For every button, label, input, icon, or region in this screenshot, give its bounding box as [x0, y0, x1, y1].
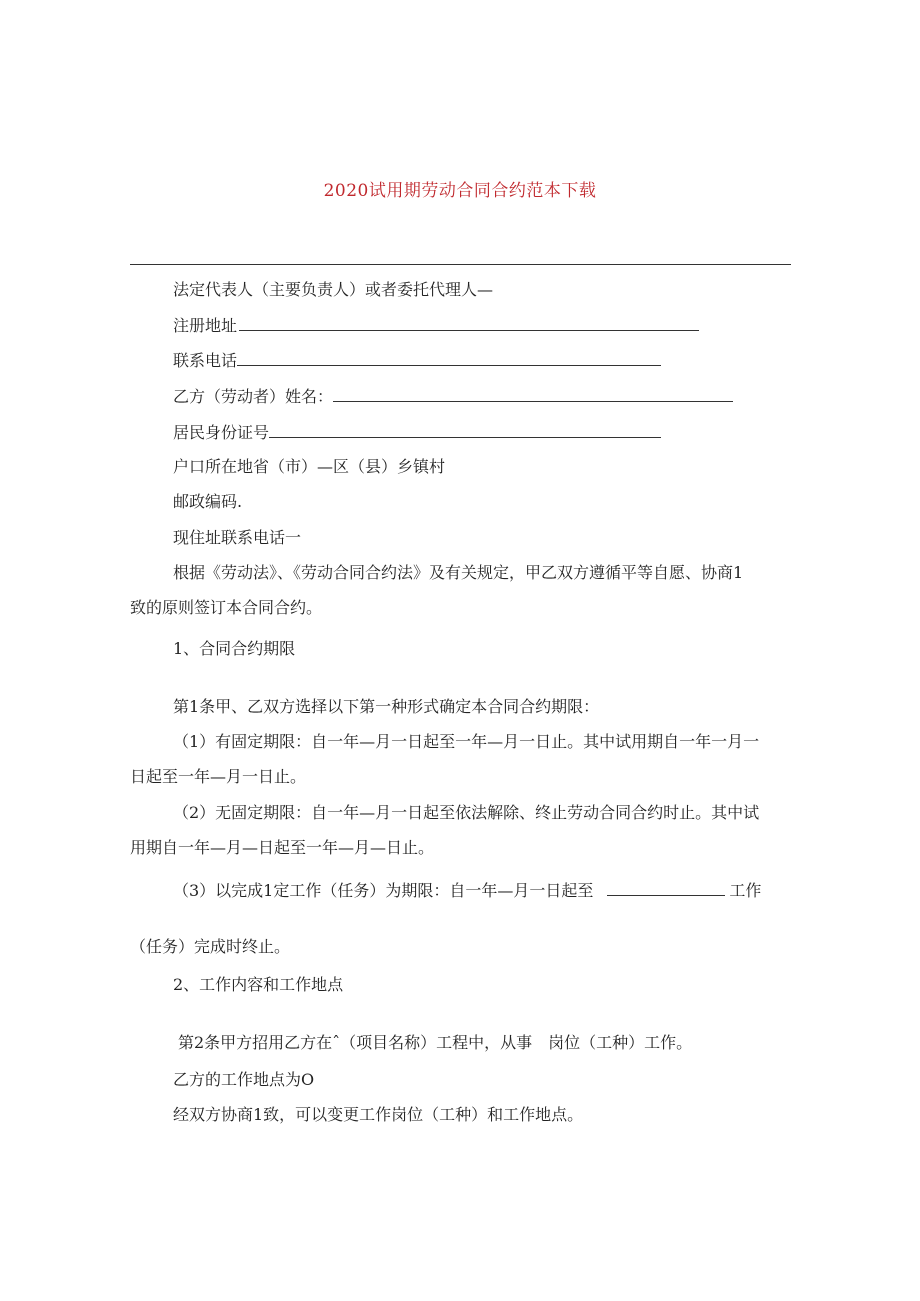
contact-phone-line [173, 350, 661, 371]
task-term-text: （3）以完成1定工作（任务）为期限：自一年—月一日起至 [173, 881, 594, 900]
legal-representative-line: 法定代表人（主要负责人）或者委托代理人— [173, 280, 494, 299]
fixed-term-line-2: 日起至一年—月一日止。 [130, 767, 307, 786]
title-divider [130, 264, 791, 265]
change-agreement-line: 经双方协商1致，可以变更工作岗位（工种）和工作地点。 [173, 1105, 584, 1124]
id-number-blank [269, 422, 661, 438]
contact-phone-label: 联系电话 [173, 351, 238, 370]
basis-paragraph-line-1: 根据《劳动法》、《劳动合同合约法》及有关规定，甲乙双方遵循平等自愿、协商1 [173, 563, 744, 582]
registered-address-label: 注册地址 [173, 316, 238, 335]
work-location-line: 乙方的工作地点为O [173, 1070, 315, 1089]
postal-code-line: 邮政编码. [173, 492, 243, 511]
task-term-blank [607, 880, 725, 896]
task-term-line-1 [173, 880, 761, 901]
id-number-line [173, 422, 661, 443]
household-registration-line: 户口所在地省（市）—区（县）乡镇村 [173, 457, 446, 476]
registered-address-blank [239, 315, 699, 331]
document-title: 2020试用期劳动合同合约范本下载 [323, 181, 597, 201]
party-b-name-label: 乙方（劳动者）姓名： [173, 387, 334, 406]
task-term-suffix: 工作 [729, 881, 762, 900]
unfixed-term-line-2: 用期自一年—月—日起至一年—月—日止。 [130, 838, 435, 857]
id-number-label: 居民身份证号 [173, 423, 270, 442]
registered-address-line [173, 315, 699, 336]
task-term-line-2: （任务）完成时终止。 [130, 937, 291, 956]
party-b-name-line [173, 386, 733, 407]
section-1-heading: 1、合同合约期限 [173, 639, 296, 658]
article-2: 第2条甲方招用乙方在ˆ（项目名称）工程中，从事 岗位（工种）工作。 [178, 1033, 693, 1052]
contact-phone-blank [237, 350, 661, 366]
fixed-term-line-1: （1）有固定期限：自一年—月一日起至一年—月一日止。其中试用期自一年一月一 [173, 732, 760, 751]
article-1: 第1条甲、乙双方选择以下第一种形式确定本合同合约期限： [173, 697, 600, 716]
section-2-heading: 2、工作内容和工作地点 [173, 975, 344, 994]
unfixed-term-line-1: （2）无固定期限：自一年—月一日起至依法解除、终止劳动合同合约时止。其中试 [173, 803, 760, 822]
current-address-line: 现住址联系电话一 [173, 528, 302, 547]
basis-paragraph-line-2: 致的原则签订本合同合约。 [130, 598, 323, 617]
party-b-name-blank [333, 386, 733, 402]
